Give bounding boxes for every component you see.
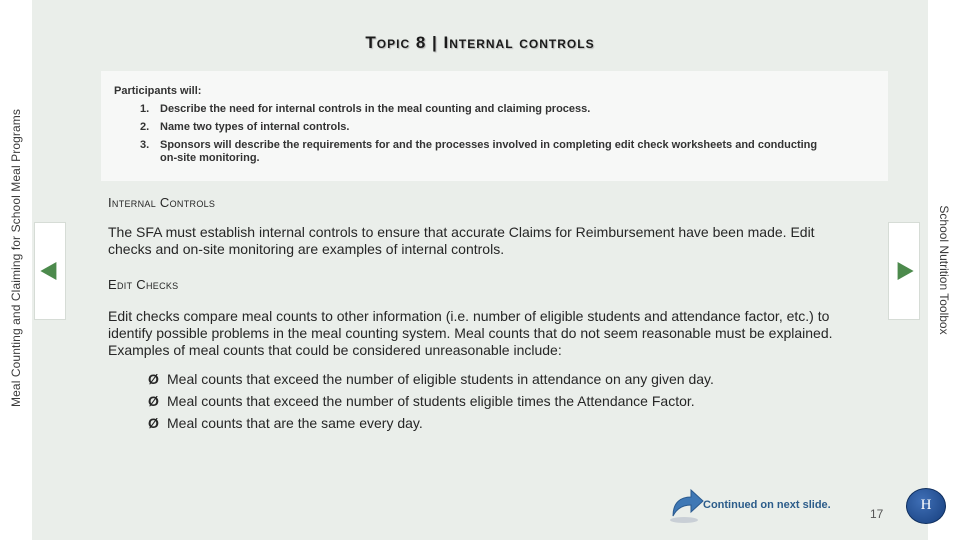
help-button[interactable]: H: [906, 488, 946, 524]
arrow-bullet-icon: Ø: [148, 393, 159, 409]
edit-checks-heading: Edit Checks: [108, 277, 179, 292]
objective-item: 3. Sponsors will describe the requirements for and the processes involved in completing edit check worksheets and conducting on-site monitoring.: [140, 139, 818, 164]
unreasonable-examples-list: [148, 368, 714, 434]
edit-checks-body: Edit checks compare meal counts to other information (i.e. number of eligible students and attendance factor, etc.) to identify possible problems in the meal counting system. Meal counts that do not seem reasonable must be explained. Examples of meal counts that could be considered unreasonable include:: [108, 308, 833, 358]
previous-slide-button[interactable]: [34, 222, 66, 320]
objective-item: 1. Describe the need for internal controls in the meal counting and claiming process.: [140, 103, 591, 115]
arrow-bullet-icon: Ø: [148, 371, 159, 387]
slide-title: Topic 8 | Internal controls: [365, 33, 595, 52]
continued-next-slide-link[interactable]: Continued on next slide.: [703, 499, 831, 511]
list-item: Ø Meal counts that exceed the number of eligible students in attendance on any given day.: [148, 368, 714, 390]
objectives-list: [140, 103, 820, 170]
continue-arrow-icon[interactable]: [667, 484, 705, 524]
internal-controls-heading: Internal Controls: [108, 195, 216, 210]
internal-controls-body: The SFA must establish internal controls to ensure that accurate Claims for Reimbursement have been made. Edit checks and on-site monitoring are examples of internal controls.: [108, 224, 815, 257]
course-title-vertical: Meal Counting and Claiming for School Meal Programs: [9, 109, 23, 407]
objective-item: 2. Name two types of internal controls.: [140, 121, 350, 133]
list-item: Ø Meal counts that are the same every day.: [148, 412, 714, 434]
triangle-right-icon: [898, 262, 914, 280]
arrow-bullet-icon: Ø: [148, 415, 159, 431]
toolbox-label-vertical: School Nutrition Toolbox: [937, 205, 951, 335]
triangle-left-icon: [40, 262, 56, 280]
list-item: Ø Meal counts that exceed the number of students eligible times the Attendance Factor.: [148, 390, 714, 412]
next-slide-button[interactable]: [888, 222, 920, 320]
objectives-intro: Participants will:: [114, 85, 202, 97]
page-number: 17: [870, 507, 884, 521]
